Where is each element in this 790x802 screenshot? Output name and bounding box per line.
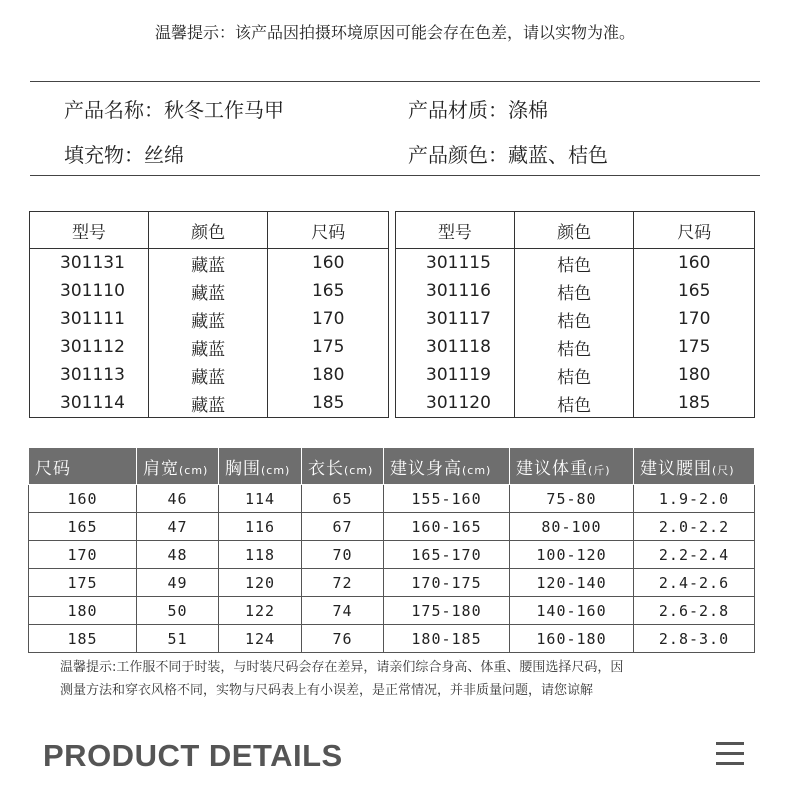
size-cell: 122 <box>219 597 302 625</box>
table-row <box>30 389 389 418</box>
size-cell: 175 <box>634 333 755 361</box>
divider-top <box>30 81 760 82</box>
table-row <box>29 541 755 569</box>
size-header-cell <box>29 448 137 485</box>
size-cell: 160 <box>29 485 137 513</box>
size-header-cell <box>302 448 384 485</box>
size-note-line: 温馨提示:工作服不同于时装，与时装尺码会存在差异，请亲们综合身高、体重、腰围选择尺码，因 <box>60 660 624 675</box>
table-row <box>30 249 389 278</box>
model-table-navy <box>29 211 389 418</box>
color-cell: 桔色 <box>514 389 634 418</box>
size-cell: 180 <box>268 361 389 389</box>
table-row <box>30 305 389 333</box>
size-note <box>60 656 760 702</box>
size-cell: 118 <box>219 541 302 569</box>
size-header-unit: (cm) <box>179 463 209 477</box>
hamburger-menu-icon[interactable] <box>716 742 744 766</box>
size-header-unit: (cm) <box>462 463 492 477</box>
product-name: 产品名称：秋冬工作马甲 <box>64 98 284 122</box>
size-cell: 180 <box>634 361 755 389</box>
color-cell: 藏蓝 <box>148 305 268 333</box>
table-row <box>30 333 389 361</box>
size-cell: 165 <box>29 513 137 541</box>
color-cell: 藏蓝 <box>148 361 268 389</box>
divider-bottom <box>30 175 760 176</box>
size-header-unit: (尺) <box>712 463 735 477</box>
size-header-cell <box>510 448 634 485</box>
model-cell: 301110 <box>30 277 149 305</box>
table-row <box>396 333 755 361</box>
size-cell: 180 <box>29 597 137 625</box>
size-cell: 46 <box>137 485 219 513</box>
table-row <box>29 625 755 653</box>
size-cell: 120-140 <box>510 569 634 597</box>
size-cell: 165 <box>634 277 755 305</box>
size-cell: 170 <box>634 305 755 333</box>
size-header-unit: (cm) <box>261 463 291 477</box>
size-header-unit: (cm) <box>344 463 374 477</box>
header-size: 尺码 <box>634 212 755 249</box>
header-color: 颜色 <box>148 212 268 249</box>
size-cell: 2.8-3.0 <box>634 625 755 653</box>
size-cell: 120 <box>219 569 302 597</box>
size-cell: 67 <box>302 513 384 541</box>
size-cell: 175 <box>268 333 389 361</box>
table-row <box>30 361 389 389</box>
product-material: 产品材质：涤棉 <box>408 98 548 122</box>
size-cell: 75-80 <box>510 485 634 513</box>
color-cell: 藏蓝 <box>148 249 268 278</box>
table-row <box>29 569 755 597</box>
model-cell: 301114 <box>30 389 149 418</box>
size-cell: 2.0-2.2 <box>634 513 755 541</box>
size-header-cell <box>384 448 510 485</box>
size-cell: 116 <box>219 513 302 541</box>
color-cell: 藏蓝 <box>148 333 268 361</box>
model-cell: 301117 <box>396 305 515 333</box>
size-header-cell <box>634 448 755 485</box>
size-cell: 180-185 <box>384 625 510 653</box>
table-row <box>29 513 755 541</box>
size-cell: 100-120 <box>510 541 634 569</box>
size-cell: 185 <box>29 625 137 653</box>
size-cell: 185 <box>268 389 389 418</box>
size-cell: 65 <box>302 485 384 513</box>
size-cell: 51 <box>137 625 219 653</box>
product-details-title: PRODUCT DETAILS <box>43 738 343 773</box>
header-model: 型号 <box>396 212 515 249</box>
size-header-label: 建议身高 <box>390 458 462 479</box>
size-cell: 74 <box>302 597 384 625</box>
size-header-label: 衣长 <box>308 458 344 479</box>
size-header-cell <box>137 448 219 485</box>
size-cell: 160-165 <box>384 513 510 541</box>
size-header-label: 建议腰围 <box>640 458 712 479</box>
product-filling: 填充物：丝绵 <box>64 143 184 167</box>
size-cell: 170-175 <box>384 569 510 597</box>
table-row <box>396 361 755 389</box>
header-color: 颜色 <box>514 212 634 249</box>
color-cell: 桔色 <box>514 333 634 361</box>
size-cell: 50 <box>137 597 219 625</box>
model-table-header <box>396 212 755 249</box>
size-header-label: 肩宽 <box>143 458 179 479</box>
color-cell: 桔色 <box>514 305 634 333</box>
table-row <box>30 277 389 305</box>
table-row <box>29 597 755 625</box>
size-cell: 155-160 <box>384 485 510 513</box>
size-cell: 48 <box>137 541 219 569</box>
model-cell: 301119 <box>396 361 515 389</box>
size-cell: 1.9-2.0 <box>634 485 755 513</box>
model-cell: 301131 <box>30 249 149 278</box>
size-cell: 170 <box>268 305 389 333</box>
size-cell: 2.2-2.4 <box>634 541 755 569</box>
size-chart-header <box>29 448 755 485</box>
color-cell: 桔色 <box>514 249 634 278</box>
size-cell: 2.4-2.6 <box>634 569 755 597</box>
size-cell: 165-170 <box>384 541 510 569</box>
size-cell: 124 <box>219 625 302 653</box>
size-cell: 47 <box>137 513 219 541</box>
size-header-label: 尺码 <box>35 458 71 479</box>
model-cell: 301115 <box>396 249 515 278</box>
size-cell: 49 <box>137 569 219 597</box>
size-cell: 2.6-2.8 <box>634 597 755 625</box>
size-cell: 175 <box>29 569 137 597</box>
size-cell: 76 <box>302 625 384 653</box>
size-cell: 114 <box>219 485 302 513</box>
size-note-line: 测量方法和穿衣风格不同，实物与尺码表上有小误差，是正常情况，并非质量问题，请您谅解 <box>60 683 594 698</box>
size-cell: 160-180 <box>510 625 634 653</box>
header-size: 尺码 <box>268 212 389 249</box>
size-cell: 170 <box>29 541 137 569</box>
size-cell: 160 <box>268 249 389 278</box>
size-cell: 175-180 <box>384 597 510 625</box>
model-cell: 301112 <box>30 333 149 361</box>
color-difference-notice: 温馨提示：该产品因拍摄环境原因可能会存在色差，请以实物为准。 <box>154 23 635 42</box>
size-header-label: 建议体重 <box>516 458 588 479</box>
size-chart-table <box>28 447 755 653</box>
size-cell: 70 <box>302 541 384 569</box>
color-cell: 藏蓝 <box>148 277 268 305</box>
model-table-header <box>30 212 389 249</box>
size-header-unit: (斤) <box>588 463 611 477</box>
size-cell: 185 <box>634 389 755 418</box>
table-row <box>396 305 755 333</box>
model-cell: 301113 <box>30 361 149 389</box>
model-table-orange <box>395 211 755 418</box>
size-header-cell <box>219 448 302 485</box>
size-cell: 160 <box>634 249 755 278</box>
size-cell: 165 <box>268 277 389 305</box>
table-row <box>396 277 755 305</box>
header-model: 型号 <box>30 212 149 249</box>
model-cell: 301120 <box>396 389 515 418</box>
color-cell: 藏蓝 <box>148 389 268 418</box>
table-row <box>396 249 755 278</box>
size-cell: 72 <box>302 569 384 597</box>
color-cell: 桔色 <box>514 277 634 305</box>
model-cell: 301116 <box>396 277 515 305</box>
table-row <box>29 485 755 513</box>
table-row <box>396 389 755 418</box>
size-header-label: 胸围 <box>225 458 261 479</box>
model-cell: 301111 <box>30 305 149 333</box>
size-cell: 80-100 <box>510 513 634 541</box>
color-cell: 桔色 <box>514 361 634 389</box>
model-cell: 301118 <box>396 333 515 361</box>
product-color: 产品颜色：藏蓝、桔色 <box>408 143 608 167</box>
size-cell: 140-160 <box>510 597 634 625</box>
